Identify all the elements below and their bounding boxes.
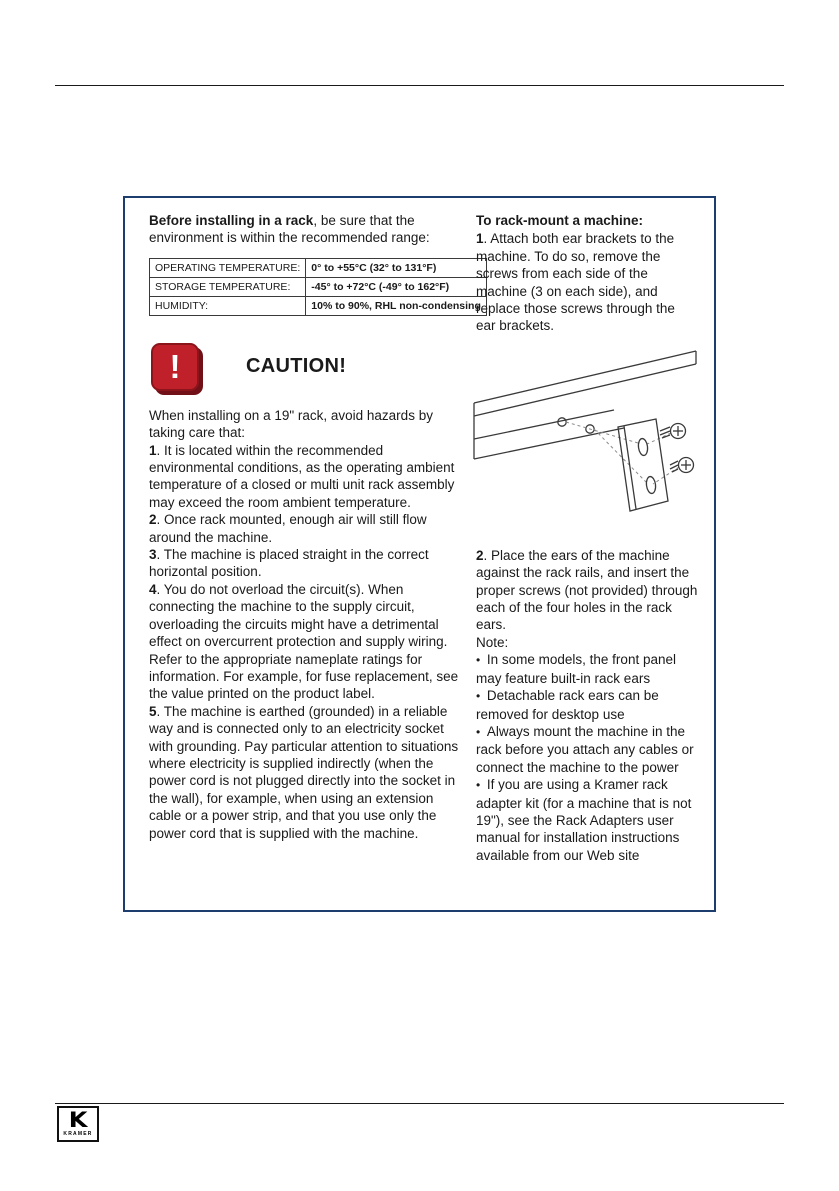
- caution-header: [151, 343, 460, 391]
- item-number: 2: [149, 512, 157, 528]
- bullet-text: If you are using a Kramer rack adapter kit (for a machine that is not 19"), see the Rack Adapters user manual for installation instructions available from our Web site: [476, 777, 692, 863]
- spec-value: -45° to +72°C (-49° to 162°F): [306, 277, 487, 296]
- note-label: Note:: [476, 634, 509, 650]
- caution-item-4: [149, 581, 460, 703]
- table-row-storage-temperature: [150, 277, 487, 296]
- note-bullet-4: [476, 776, 698, 864]
- rack-step-1: [476, 230, 698, 334]
- caution-item-3: [149, 546, 460, 581]
- intro-bold-text: Before installing in a rack: [149, 213, 314, 228]
- step-number: 2: [476, 547, 484, 563]
- left-column: [149, 212, 481, 910]
- machine-chassis-outline: [474, 351, 696, 459]
- item-number: 1: [149, 442, 157, 458]
- kramer-logo: [57, 1106, 99, 1142]
- ear-bracket: [618, 419, 668, 511]
- rack-installation-panel: [123, 196, 716, 912]
- alignment-dashed-lines: [566, 422, 679, 484]
- kramer-k-icon: K: [68, 1108, 88, 1132]
- table-row-humidity: [150, 296, 487, 315]
- note-bullet-3: [476, 723, 698, 776]
- spec-value: 0° to +55°C (32° to 131°F): [306, 258, 487, 277]
- footer-rule: [55, 1103, 784, 1104]
- step-text: . Place the ears of the machine against the rack rails, and insert the proper screws (not provided) through each of the four holes in the rack ears.: [476, 547, 698, 633]
- bullet-text: Detachable rack ears can be removed for desktop use: [476, 688, 659, 722]
- warning-intro: When installing on a 19" rack, avoid hazards by taking care that:: [149, 407, 433, 441]
- item-number: 4: [149, 581, 157, 597]
- item-text: . You do not overload the circuit(s). When connecting the machine to the supply circuit, overloading the circuits might have a detrimental effect on overcurrent protection and supply wiring. Refer to the appropriate nameplate ratings for information. For example, for fuse replacement, see the value printed on the product label.: [149, 581, 459, 702]
- caution-item-5: [149, 703, 460, 842]
- spec-label: OPERATING TEMPERATURE:: [150, 258, 306, 277]
- item-number: 5: [149, 703, 157, 719]
- kramer-wordmark: KRAMER: [63, 1131, 93, 1137]
- bullet-text: Always mount the machine in the rack before you attach any cables or connect the machine to the power: [476, 723, 694, 775]
- table-row-operating-temperature: [150, 258, 487, 277]
- header-rule: [55, 85, 784, 86]
- environment-spec-table: [149, 258, 487, 316]
- rack-mount-title: To rack-mount a machine:: [476, 213, 644, 228]
- item-text: . It is located within the recommended environmental conditions, as the operating ambient temperature of a closed or multi unit rack assembly may exceed the room ambient temperature.: [149, 442, 455, 510]
- caution-item-2: [149, 511, 460, 546]
- spec-label: HUMIDITY:: [150, 296, 306, 315]
- intro-tail-text: , be sure that the environment is within the recommended range:: [149, 213, 430, 246]
- item-text: . Once rack mounted, enough air will still flow around the machine.: [149, 512, 427, 545]
- step-number: 1: [476, 231, 484, 247]
- item-number: 3: [149, 547, 157, 563]
- bullet-text: In some models, the front panel may feature built-in rack ears: [476, 652, 676, 686]
- caution-title: CAUTION!: [246, 355, 347, 378]
- note-bullet-1: [476, 651, 698, 687]
- item-text: . The machine is placed straight in the correct horizontal position.: [149, 547, 429, 580]
- caution-item-1: [149, 442, 460, 512]
- spec-value: 10% to 90%, RHL non-condensing: [306, 296, 487, 315]
- rack-step-2: [476, 547, 698, 634]
- warning-exclamation-icon: !: [151, 343, 199, 391]
- mounting-screws: [660, 423, 694, 472]
- item-text: . The machine is earthed (grounded) in a reliable way and is connected only to an electricity socket with grounding. Pay particular attention to situations where electricity is supplied indirectly (when the power cord is not plugged directly into the socket in the wall), for example, when using an extension cable or a power strip, and that you use only the power cord that is supplied with the machine.: [149, 703, 459, 841]
- spec-label: STORAGE TEMPERATURE:: [150, 277, 306, 296]
- rack-ear-illustration: [472, 343, 698, 539]
- step-text: . Attach both ear brackets to the machine. To do so, remove the screws from each side of the machine (3 on each side), and replace those screws through the ear brackets.: [476, 231, 675, 334]
- intro-paragraph: [149, 212, 460, 247]
- note-bullet-2: [476, 687, 698, 723]
- right-column: [476, 212, 698, 910]
